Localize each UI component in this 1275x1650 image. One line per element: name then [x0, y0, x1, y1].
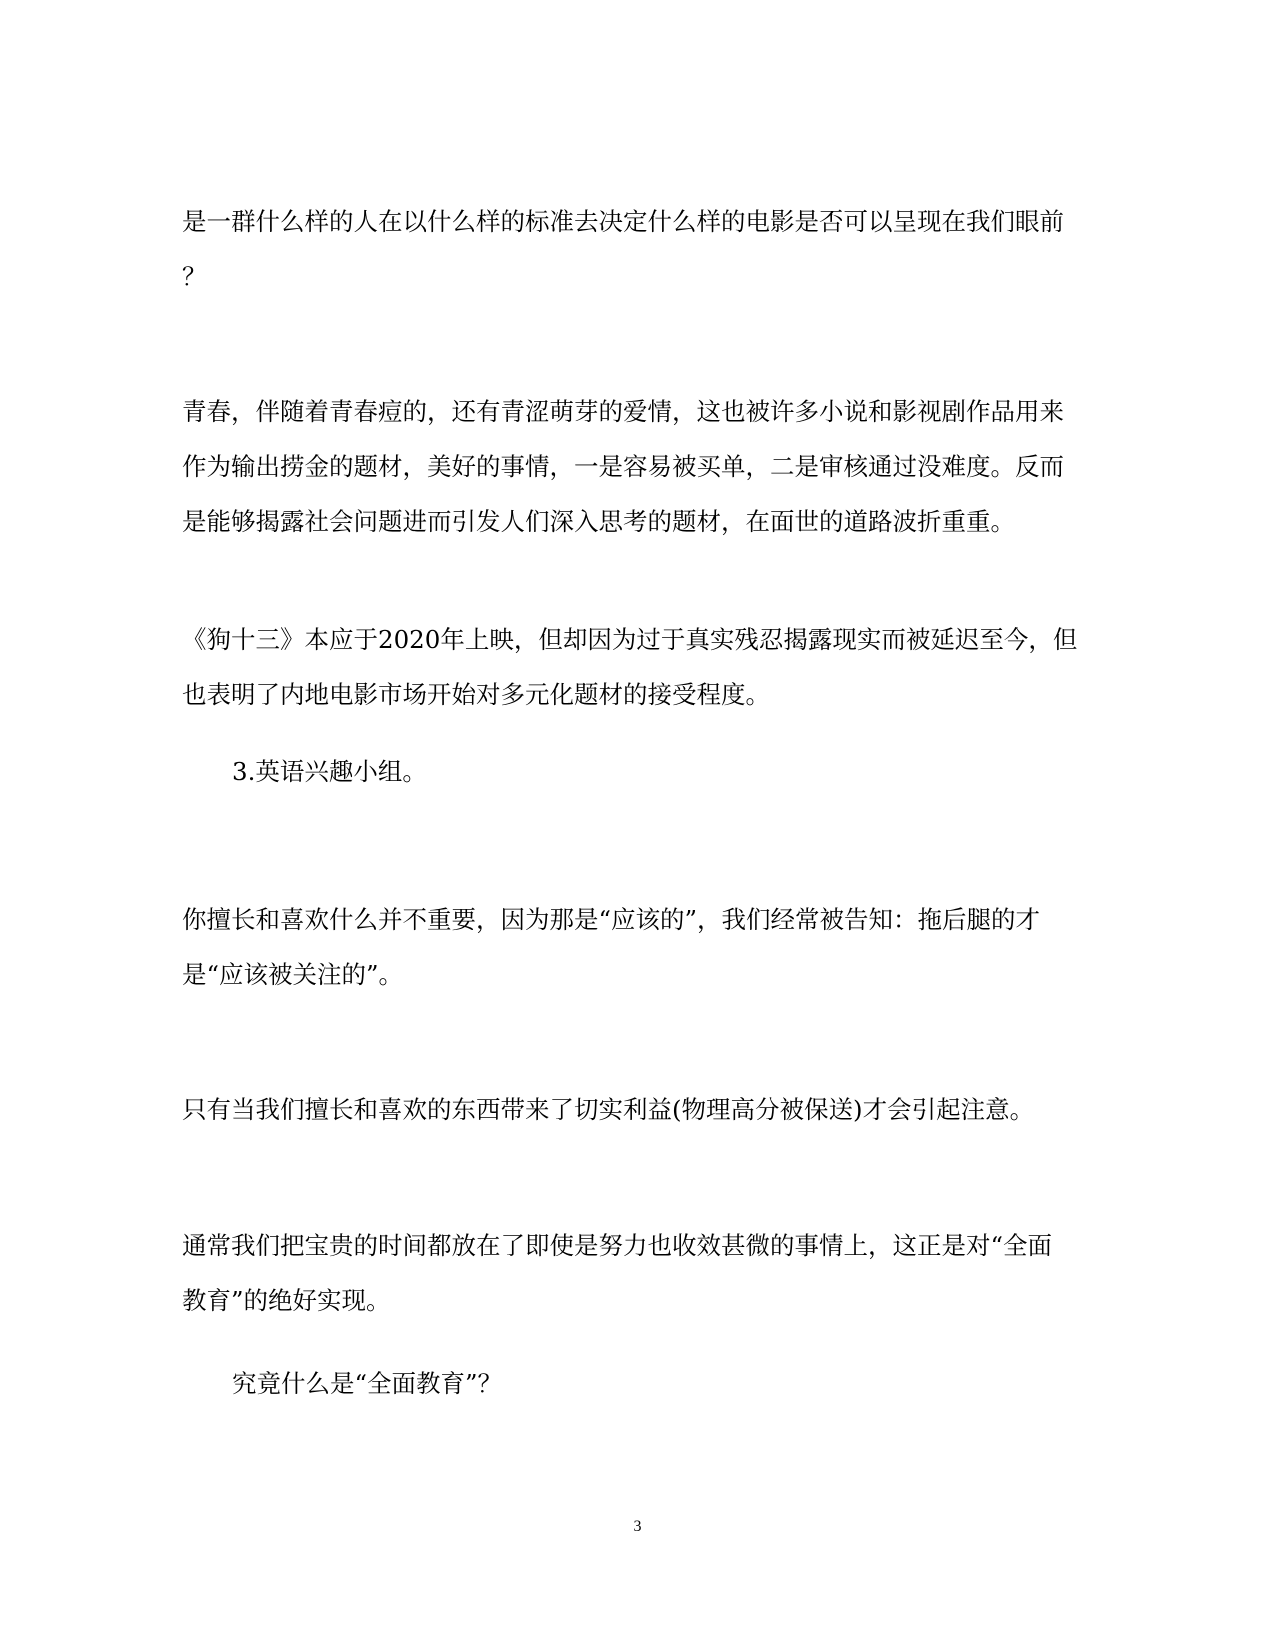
- paragraph-line: 作为输出捞金的题材，美好的事情，一是容易被买单，二是审核通过没难度。反而: [182, 452, 1064, 481]
- paragraph-7: [232, 1356, 1132, 1411]
- paragraph-line: 只有当我们擅长和喜欢的东西带来了切实利益(物理高分被保送)才会引起注意。: [182, 1095, 1035, 1124]
- paragraph-line: 是一群什么样的人在以什么样的标准去决定什么样的电影是否可以呈现在我们眼前: [182, 207, 1064, 236]
- paragraph-3: [182, 612, 1082, 722]
- page-number: 3: [633, 1518, 642, 1535]
- section-heading: [232, 744, 1132, 799]
- heading-line: 3.英语兴趣小组。: [232, 757, 427, 786]
- paragraph-6: [182, 1218, 1082, 1328]
- paragraph-line: 究竟什么是“全面教育”？: [232, 1369, 503, 1398]
- paragraph-line: 教育”的绝好实现。: [182, 1286, 391, 1315]
- paragraph-line: 《狗十三》本应于2020年上映，但却因为过于真实残忍揭露现实而被延迟至今，但: [182, 625, 1078, 654]
- paragraph-line: 是“应该被关注的”。: [182, 960, 404, 989]
- paragraph-line: ？: [182, 262, 207, 291]
- paragraph-line: 通常我们把宝贵的时间都放在了即使是努力也收效甚微的事情上，这正是对“全面: [182, 1231, 1053, 1260]
- paragraph-5: [182, 1082, 1082, 1137]
- paragraph-4: [182, 892, 1082, 1002]
- paragraph-line: 是能够揭露社会问题进而引发人们深入思考的题材，在面世的道路波折重重。: [182, 507, 1015, 536]
- paragraph-1: [182, 194, 1082, 304]
- paragraph-line: 也表明了内地电影市场开始对多元化题材的接受程度。: [182, 680, 770, 709]
- paragraph-line: 你擅长和喜欢什么并不重要，因为那是“应该的”，我们经常被告知：拖后腿的才: [182, 905, 1041, 934]
- paragraph-line: 青春，伴随着青春痘的，还有青涩萌芽的爱情，这也被许多小说和影视剧作品用来: [182, 397, 1064, 426]
- paragraph-2: [182, 384, 1082, 549]
